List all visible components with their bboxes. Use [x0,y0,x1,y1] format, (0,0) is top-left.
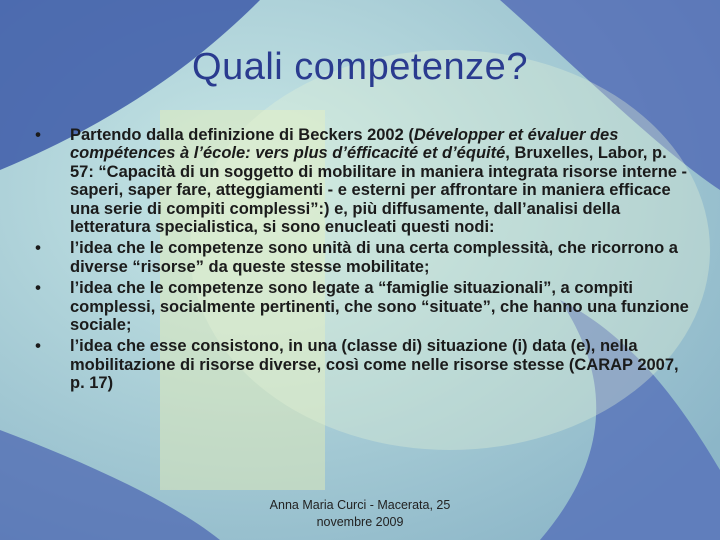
list-item-text: l’idea che le competenze sono unità di una certa complessità, che ricorrono a diverse “risorse” da queste stesse mobilitate; [70,239,678,276]
slide-footer [250,497,470,531]
list-item [28,337,692,392]
book-title: Développer et évaluer des compétences à l’école: vers plus d’éfficacité et d’équité [70,126,619,163]
bullet-icon: • [35,279,41,298]
bullet-icon: • [35,126,41,144]
slide-title-text: Quali competenze [192,46,507,88]
footer-author-place: Anna Maria Curci - Macerata, 25 [269,498,451,512]
list-item [28,279,692,334]
list-item-text: , Bruxelles, Labor, p. 57: “Capacità di un soggetto di mobilitare in maniera integrata risorse interne - saperi, saper fare, atteggiamenti - e esterni per affrontare in maniera efficace una serie di compiti complessi”:) e, più diffusamente, dall’analisi della letteratura specialistica, si sono enucleati questi nodi: [70,144,688,237]
list-item [28,126,692,236]
slide-title-qmark: ? [506,46,528,88]
slide-title [0,46,720,89]
list-item-text: l’idea che esse consistono, in una (classe di) situazione (i) data (e), nella mobilitazione di risorse diverse, così come nelle risorse stesse (CARAP 2007, p. 17) [70,337,679,393]
bullet-icon: • [35,239,41,258]
bullet-list [28,126,692,396]
bullet-icon: • [35,337,41,356]
list-item [28,239,692,276]
footer-date: novembre 2009 [316,515,404,529]
list-item-text: Partendo dalla definizione di Beckers 2002 ( [70,126,414,144]
list-item-text: l’idea che le competenze sono legate a “famiglie situazionali”, a compiti complessi, socialmente pertinenti, che sono “situate”, che hanno una funzione sociale; [70,279,689,335]
